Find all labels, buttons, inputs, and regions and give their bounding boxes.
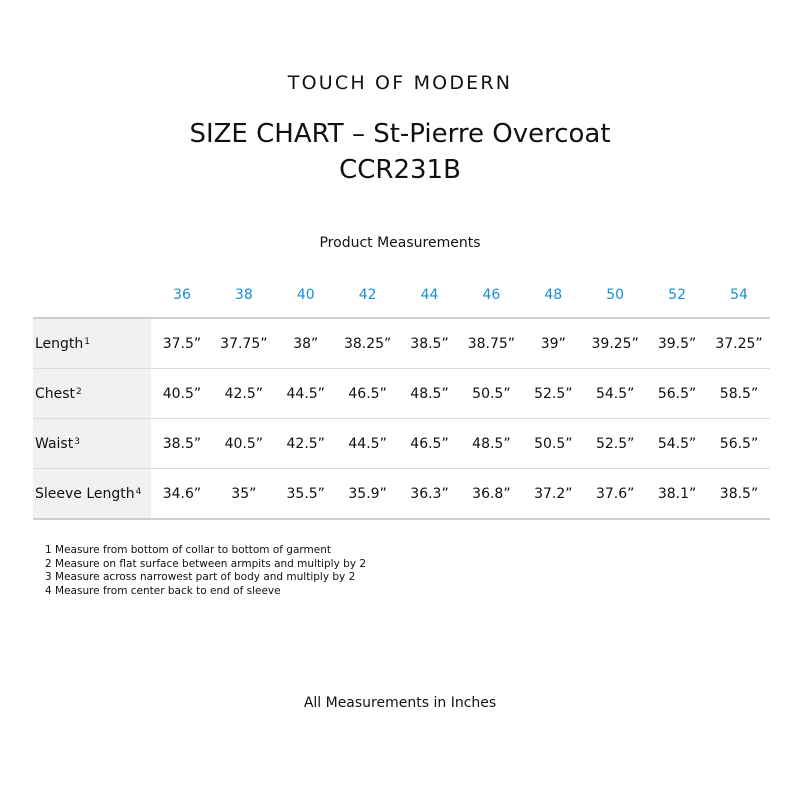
measurement-cell: 37.25” — [708, 318, 770, 369]
footnote-marker: 3 — [74, 436, 80, 447]
size-header: 44 — [399, 273, 461, 318]
size-header: 46 — [460, 273, 522, 318]
measurement-cell: 40.5” — [213, 419, 275, 469]
measurement-cell: 38.5” — [151, 419, 213, 469]
row-label — [33, 369, 151, 419]
table-row-chest — [33, 369, 770, 419]
header-corner-cell — [33, 273, 151, 318]
measurement-cell: 56.5” — [708, 419, 770, 469]
measurement-cell: 50.5” — [460, 369, 522, 419]
measurement-cell: 36.8” — [460, 469, 522, 520]
footnote-3: 3 Measure across narrowest part of body and multiply by 2 — [45, 571, 356, 583]
footnote-2: 2 Measure on flat surface between armpits and multiply by 2 — [45, 557, 367, 570]
measurement-cell: 46.5” — [337, 369, 399, 419]
measurement-cell: 38.5” — [708, 469, 770, 520]
measurement-cell: 42.5” — [213, 369, 275, 419]
measurement-cell: 35.9” — [337, 469, 399, 520]
footnote-4: 4 Measure from center back to end of sleeve — [45, 584, 281, 597]
footnote-marker: 1 — [84, 336, 91, 347]
brand-logo: TOUCH OF MODERN — [287, 72, 513, 94]
units-note: All Measurements in Inches — [303, 695, 497, 711]
measurement-cell: 37.2” — [522, 469, 584, 520]
size-header-row — [33, 273, 770, 318]
table-row-length — [33, 318, 770, 369]
measurement-cell: 39” — [522, 318, 584, 369]
measurement-cell: 35” — [213, 469, 275, 520]
measurement-cell: 38.25” — [337, 318, 399, 369]
size-header: 38 — [213, 273, 275, 318]
measurement-cell: 38.75” — [460, 318, 522, 369]
row-label-text: Chest — [35, 385, 76, 402]
size-header: 54 — [708, 273, 770, 318]
measurement-cell: 48.5” — [460, 419, 522, 469]
measurement-cell: 34.6” — [151, 469, 213, 520]
footnote-marker: 2 — [76, 386, 82, 397]
measurement-cell: 46.5” — [399, 419, 461, 469]
title-line-product: SIZE CHART – St-Pierre Overcoat — [189, 119, 611, 149]
measurement-cell: 44.5” — [275, 369, 337, 419]
size-header: 40 — [275, 273, 337, 318]
size-header: 52 — [646, 273, 708, 318]
row-label-text: Waist — [35, 435, 74, 452]
measurement-cell: 44.5” — [337, 419, 399, 469]
table-subtitle: Product Measurements — [319, 235, 481, 251]
measurement-cell: 39.5” — [646, 318, 708, 369]
row-label-text: Sleeve Length — [35, 485, 135, 502]
measurement-cell: 58.5” — [708, 369, 770, 419]
measurement-cell: 52.5” — [584, 419, 646, 469]
size-header: 50 — [584, 273, 646, 318]
measurement-cell: 56.5” — [646, 369, 708, 419]
size-header: 42 — [337, 273, 399, 318]
footnote-marker: 4 — [135, 486, 142, 497]
measurement-cell: 37.5” — [151, 318, 213, 369]
row-label — [33, 419, 151, 469]
row-label — [33, 318, 151, 369]
measurement-cell: 52.5” — [522, 369, 584, 419]
table-row-waist — [33, 419, 770, 469]
measurement-cell: 37.6” — [584, 469, 646, 520]
footnotes — [45, 544, 366, 598]
measurement-cell: 38” — [275, 318, 337, 369]
footnote-1: 1 Measure from bottom of collar to bottom of garment — [45, 544, 331, 556]
row-label-text: Length — [35, 335, 84, 352]
measurement-cell: 50.5” — [522, 419, 584, 469]
measurement-cell: 38.5” — [399, 318, 461, 369]
measurement-cell: 38.1” — [646, 469, 708, 520]
measurement-cell: 40.5” — [151, 369, 213, 419]
measurement-cell: 54.5” — [646, 419, 708, 469]
measurement-cell: 37.75” — [213, 318, 275, 369]
title-line-code: CCR231B — [339, 155, 461, 185]
page-title — [0, 116, 800, 188]
table-row-sleeve-length — [33, 469, 770, 520]
measurement-cell: 48.5” — [399, 369, 461, 419]
measurement-cell: 39.25” — [584, 318, 646, 369]
measurement-cell: 35.5” — [275, 469, 337, 520]
size-header: 48 — [522, 273, 584, 318]
row-label — [33, 469, 151, 520]
measurement-cell: 54.5” — [584, 369, 646, 419]
size-header: 36 — [151, 273, 213, 318]
measurement-cell: 36.3” — [399, 469, 461, 520]
measurement-cell: 42.5” — [275, 419, 337, 469]
size-chart-table — [33, 273, 770, 520]
